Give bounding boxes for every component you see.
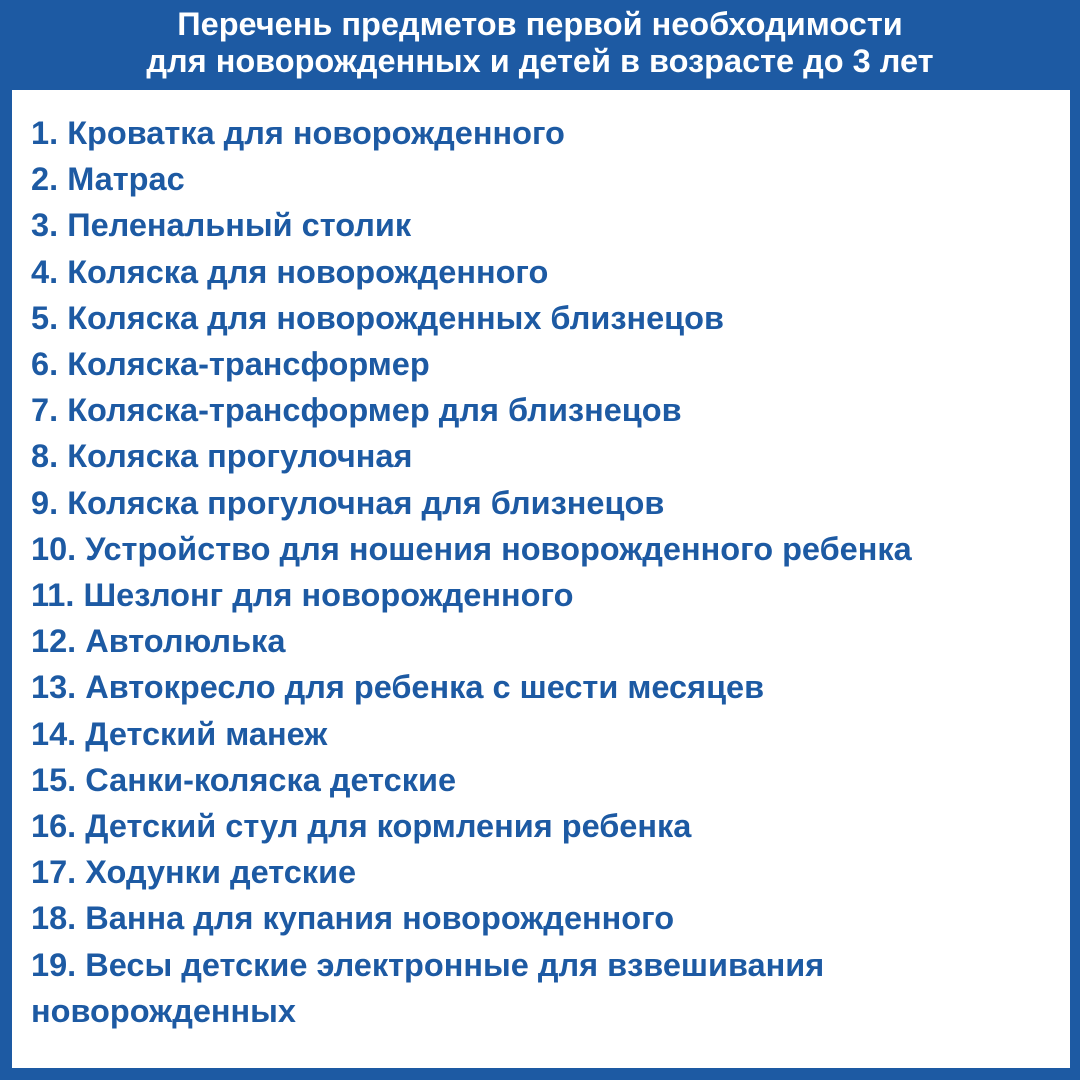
list-item-number: 16. xyxy=(31,808,77,845)
list-item xyxy=(31,249,1066,295)
list-item xyxy=(31,895,1066,941)
list-item xyxy=(31,156,1066,202)
list-item-number: 6. xyxy=(31,346,59,383)
list-item-number: 18. xyxy=(31,900,77,937)
list-item xyxy=(31,341,1066,387)
list-item-text: Детский манеж xyxy=(85,715,328,752)
list-item-number: 11. xyxy=(31,577,75,614)
list-item-number: 17. xyxy=(31,854,77,891)
header-title-line-2: для новорожденных и детей в возрасте до 3 лет xyxy=(146,43,934,79)
list-item-number: 13. xyxy=(31,669,77,706)
essentials-list xyxy=(31,110,1066,1034)
list-item-text: Коляска для новорожденного xyxy=(67,253,549,290)
list-item-text: Автолюлька xyxy=(85,623,286,660)
list-item xyxy=(31,433,1066,479)
list-item-text: Ванна для купания новорожденного xyxy=(85,900,675,937)
list-item-text: Санки-коляска детские xyxy=(85,761,457,798)
list-item-text: Коляска-трансформер для близнецов xyxy=(67,392,682,429)
list-item-text: Устройство для ношения новорожденного ребенка xyxy=(85,530,912,567)
list-item xyxy=(31,618,1066,664)
list-item-number: 14. xyxy=(31,715,77,752)
list-item-number: 12. xyxy=(31,623,77,660)
list-item-number: 9. xyxy=(31,484,59,521)
list-item xyxy=(31,942,991,1034)
list-item-number: 4. xyxy=(31,253,59,290)
list-item xyxy=(31,202,1066,248)
list-item-text: Автокресло для ребенка с шести месяцев xyxy=(85,669,765,706)
list-item xyxy=(31,757,1066,803)
list-item-number: 8. xyxy=(31,438,59,475)
list-item-number: 7. xyxy=(31,392,59,429)
list-item xyxy=(31,664,1066,710)
list-item xyxy=(31,295,1066,341)
list-item-number: 15. xyxy=(31,761,77,798)
list-item xyxy=(31,480,1066,526)
list-item-text: Матрас xyxy=(67,161,185,198)
list-item-text: Детский стул для кормления ребенка xyxy=(85,808,692,845)
list-item xyxy=(31,110,1066,156)
list-item xyxy=(31,387,1066,433)
list-item-text: Коляска прогулочная для близнецов xyxy=(67,484,665,521)
list-item-text: Весы детские электронные для взвешивания новорожденных xyxy=(31,946,825,1029)
list-item-number: 3. xyxy=(31,207,59,244)
header-title xyxy=(0,0,1080,90)
list-item-text: Коляска прогулочная xyxy=(67,438,413,475)
content-panel xyxy=(12,90,1070,1068)
list-item-text: Пеленальный столик xyxy=(67,207,412,244)
list-item-number: 5. xyxy=(31,299,59,336)
list-item xyxy=(31,572,1066,618)
list-item-text: Кроватка для новорожденного xyxy=(67,115,565,151)
list-item-number: 10. xyxy=(31,530,77,567)
list-item-text: Шезлонг для новорожденного xyxy=(83,577,574,614)
header-title-line-1: Перечень предметов первой необходимости xyxy=(177,6,903,42)
list-item-number: 19. xyxy=(31,946,77,983)
list-item xyxy=(31,526,1066,572)
list-item xyxy=(31,803,1066,849)
list-item-number: 1. xyxy=(31,115,59,151)
list-item xyxy=(31,711,1066,757)
list-item-text: Коляска для новорожденных близнецов xyxy=(67,299,724,336)
list-item xyxy=(31,849,1066,895)
list-item-text: Ходунки детские xyxy=(85,854,357,891)
list-item-text: Коляска-трансформер xyxy=(67,346,430,383)
list-item-number: 2. xyxy=(31,161,59,198)
